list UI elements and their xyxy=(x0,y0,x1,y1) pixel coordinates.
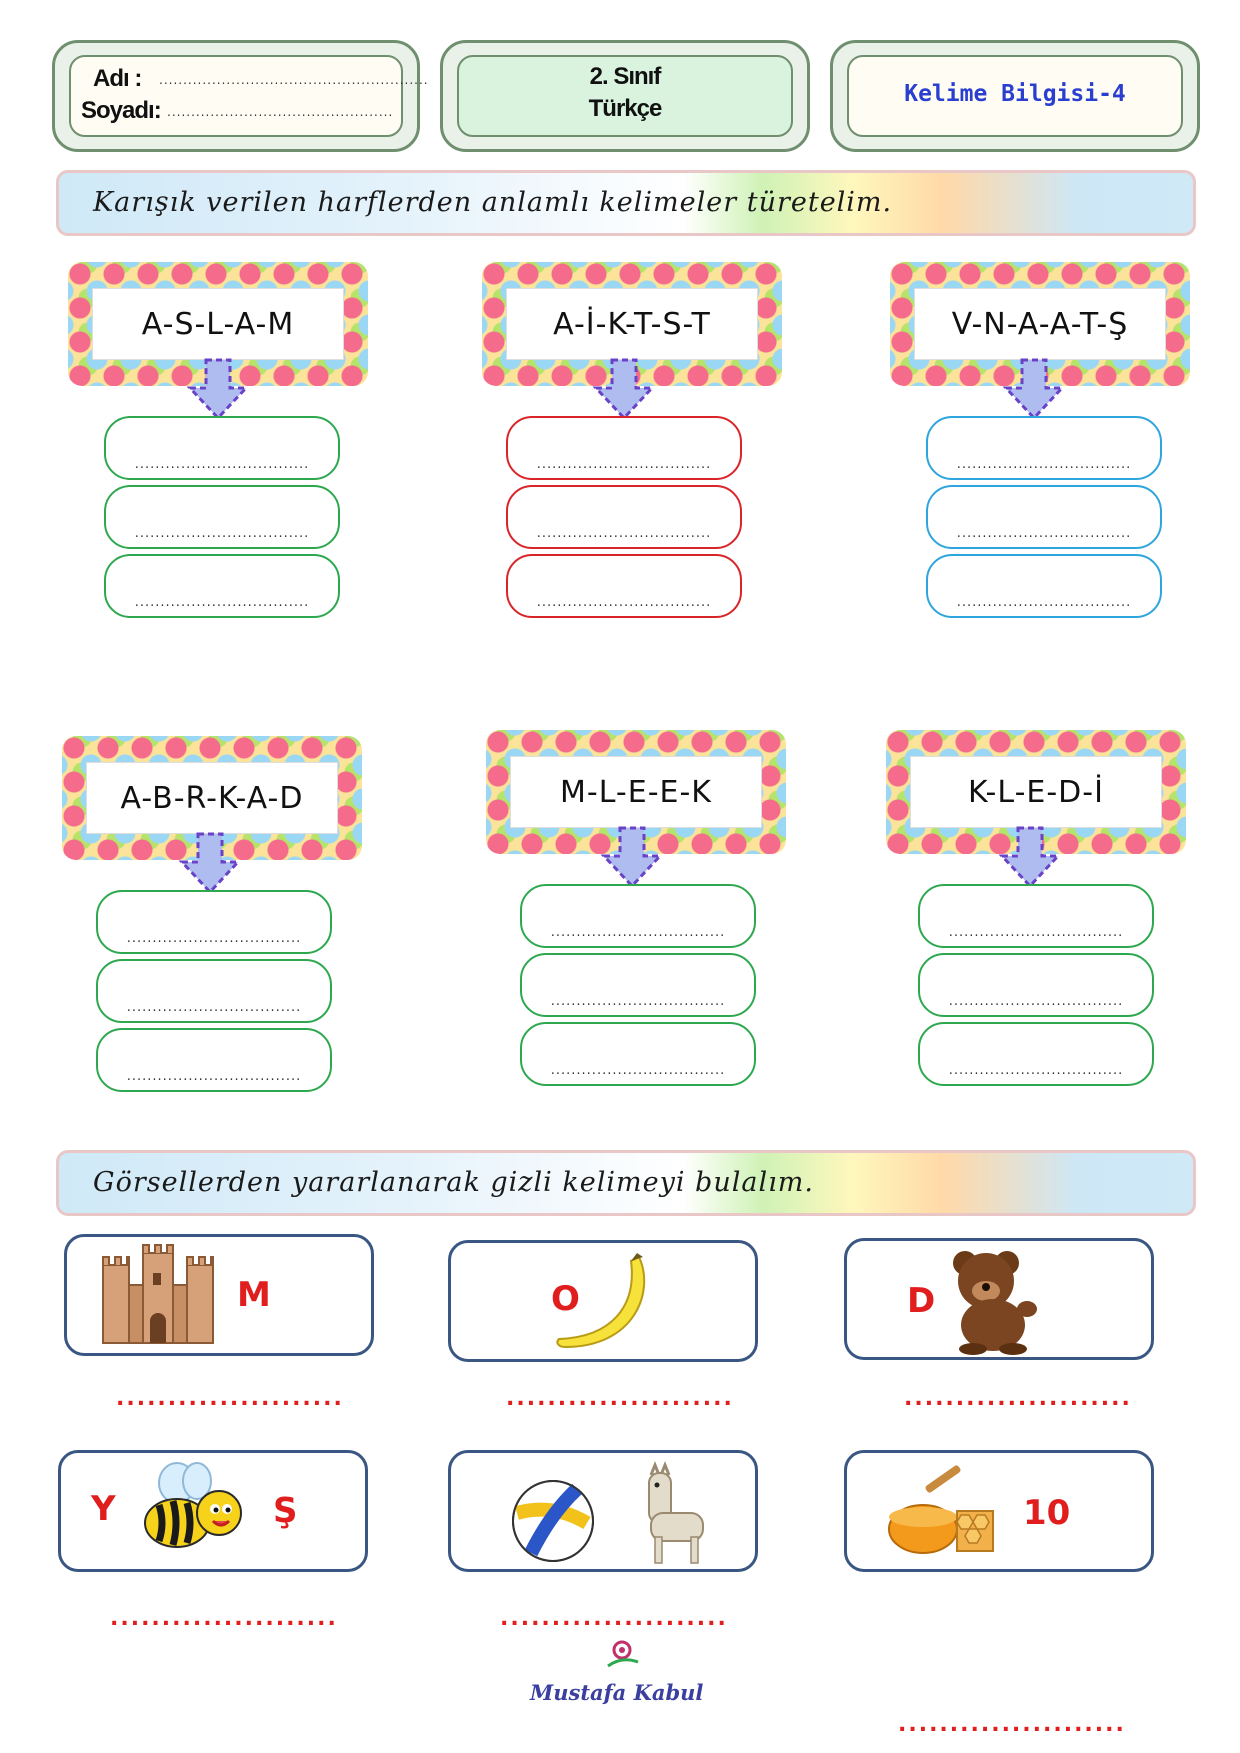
clue-letter-pre: O xyxy=(551,1279,580,1319)
instruction-text-1: Karışık verilen harflerden anlamlı kelimeler türetelim. xyxy=(93,187,893,218)
slot-dots: .................................. xyxy=(948,925,1124,940)
castle-icon xyxy=(103,1245,213,1345)
answer-slot[interactable] xyxy=(520,953,756,1017)
slot-dots: .................................. xyxy=(948,1063,1124,1078)
subject-label: Türkçe xyxy=(588,95,662,122)
down-arrow-icon xyxy=(1002,358,1066,420)
topic-frame xyxy=(830,40,1200,152)
scrambled-letters: A-S-L-A-M xyxy=(92,288,344,360)
name-field[interactable]: ........................................................ xyxy=(159,73,429,87)
scrambled-letters: A-İ-K-T-S-T xyxy=(506,288,758,360)
slot-dots: .................................. xyxy=(134,457,310,472)
banana-icon xyxy=(551,1251,661,1357)
slot-dots: .................................. xyxy=(550,994,726,1009)
topic-frame-inner xyxy=(847,55,1183,137)
slot-dots: .................................. xyxy=(536,526,712,541)
picture-clue-box xyxy=(448,1240,758,1362)
grade-label: 2. Sınıf xyxy=(589,63,661,90)
logo-flower-icon xyxy=(602,1632,642,1672)
answer-slot[interactable] xyxy=(918,953,1154,1017)
answer-slot[interactable] xyxy=(520,1022,756,1086)
instruction-banner-1 xyxy=(56,170,1196,236)
slot-dots: .................................. xyxy=(956,526,1132,541)
down-arrow-icon xyxy=(998,826,1062,888)
answer-slot[interactable] xyxy=(104,416,340,480)
instruction-banner-2 xyxy=(56,1150,1196,1216)
slot-dots: .................................. xyxy=(550,925,726,940)
answer-line[interactable]: ...................... xyxy=(506,1386,734,1411)
picture-clue-box xyxy=(844,1450,1154,1572)
name-frame-inner xyxy=(69,55,429,137)
clue-letter-post: Ş xyxy=(273,1491,298,1531)
scrambled-letters: M-L-E-E-K xyxy=(510,756,762,828)
clue-letter-pre: D xyxy=(907,1281,936,1321)
down-arrow-icon xyxy=(592,358,656,420)
scrambled-letters: V-N-A-A-T-Ş xyxy=(914,288,1166,360)
clue-letter-post: M xyxy=(237,1275,271,1315)
surname-field[interactable]: ............................................... xyxy=(167,105,394,119)
clue-letter-post: 10 xyxy=(1023,1493,1071,1533)
answer-slot[interactable] xyxy=(506,416,742,480)
down-arrow-icon xyxy=(600,826,664,888)
instruction-text-2: Görsellerden yararlanarak gizli kelimeyi bulalım. xyxy=(93,1167,814,1198)
answer-slot[interactable] xyxy=(506,485,742,549)
answer-slot[interactable] xyxy=(520,884,756,948)
answer-slot[interactable] xyxy=(926,416,1162,480)
picture-clue-box xyxy=(58,1450,368,1572)
honey-icon xyxy=(883,1459,1003,1563)
answer-line[interactable]: ...................... xyxy=(116,1386,344,1411)
down-arrow-icon xyxy=(186,358,250,420)
author-credit: Mustafa Kabul xyxy=(530,1680,704,1705)
answer-slot[interactable] xyxy=(926,554,1162,618)
answer-line[interactable]: ...................... xyxy=(110,1606,338,1631)
slot-dots: .................................. xyxy=(126,1069,302,1084)
bee-icon xyxy=(137,1461,247,1561)
slot-dots: .................................. xyxy=(536,595,712,610)
down-arrow-icon xyxy=(178,832,242,894)
bear-icon xyxy=(943,1245,1043,1355)
answer-line[interactable]: ...................... xyxy=(904,1386,1132,1411)
answer-line[interactable]: ...................... xyxy=(898,1712,1126,1737)
slot-dots: .................................. xyxy=(126,931,302,946)
slot-dots: .................................. xyxy=(126,1000,302,1015)
grade-frame xyxy=(440,40,810,152)
volleyball-llama-icon xyxy=(511,1461,711,1565)
answer-slot[interactable] xyxy=(96,1028,332,1092)
topic-title: Kelime Bilgisi-4 xyxy=(904,81,1126,107)
answer-slot[interactable] xyxy=(918,1022,1154,1086)
slot-dots: .................................. xyxy=(956,457,1132,472)
slot-dots: .................................. xyxy=(956,595,1132,610)
answer-line[interactable]: ...................... xyxy=(500,1606,728,1631)
clue-letter-pre: Y xyxy=(91,1489,116,1529)
slot-dots: .................................. xyxy=(134,526,310,541)
answer-slot[interactable] xyxy=(918,884,1154,948)
picture-clue-box xyxy=(64,1234,374,1356)
surname-label: Soyadı: xyxy=(81,97,161,124)
scrambled-letters: K-L-E-D-İ xyxy=(910,756,1162,828)
picture-clue-box xyxy=(448,1450,758,1572)
answer-slot[interactable] xyxy=(104,554,340,618)
slot-dots: .................................. xyxy=(536,457,712,472)
name-label: Adı : xyxy=(93,65,142,92)
slot-dots: .................................. xyxy=(550,1063,726,1078)
answer-slot[interactable] xyxy=(926,485,1162,549)
answer-slot[interactable] xyxy=(104,485,340,549)
grade-frame-inner xyxy=(457,55,793,137)
picture-clue-box xyxy=(844,1238,1154,1360)
answer-slot[interactable] xyxy=(96,890,332,954)
name-frame xyxy=(52,40,429,152)
answer-slot[interactable] xyxy=(96,959,332,1023)
slot-dots: .................................. xyxy=(134,595,310,610)
slot-dots: .................................. xyxy=(948,994,1124,1009)
scrambled-letters: A-B-R-K-A-D xyxy=(86,762,338,834)
answer-slot[interactable] xyxy=(506,554,742,618)
